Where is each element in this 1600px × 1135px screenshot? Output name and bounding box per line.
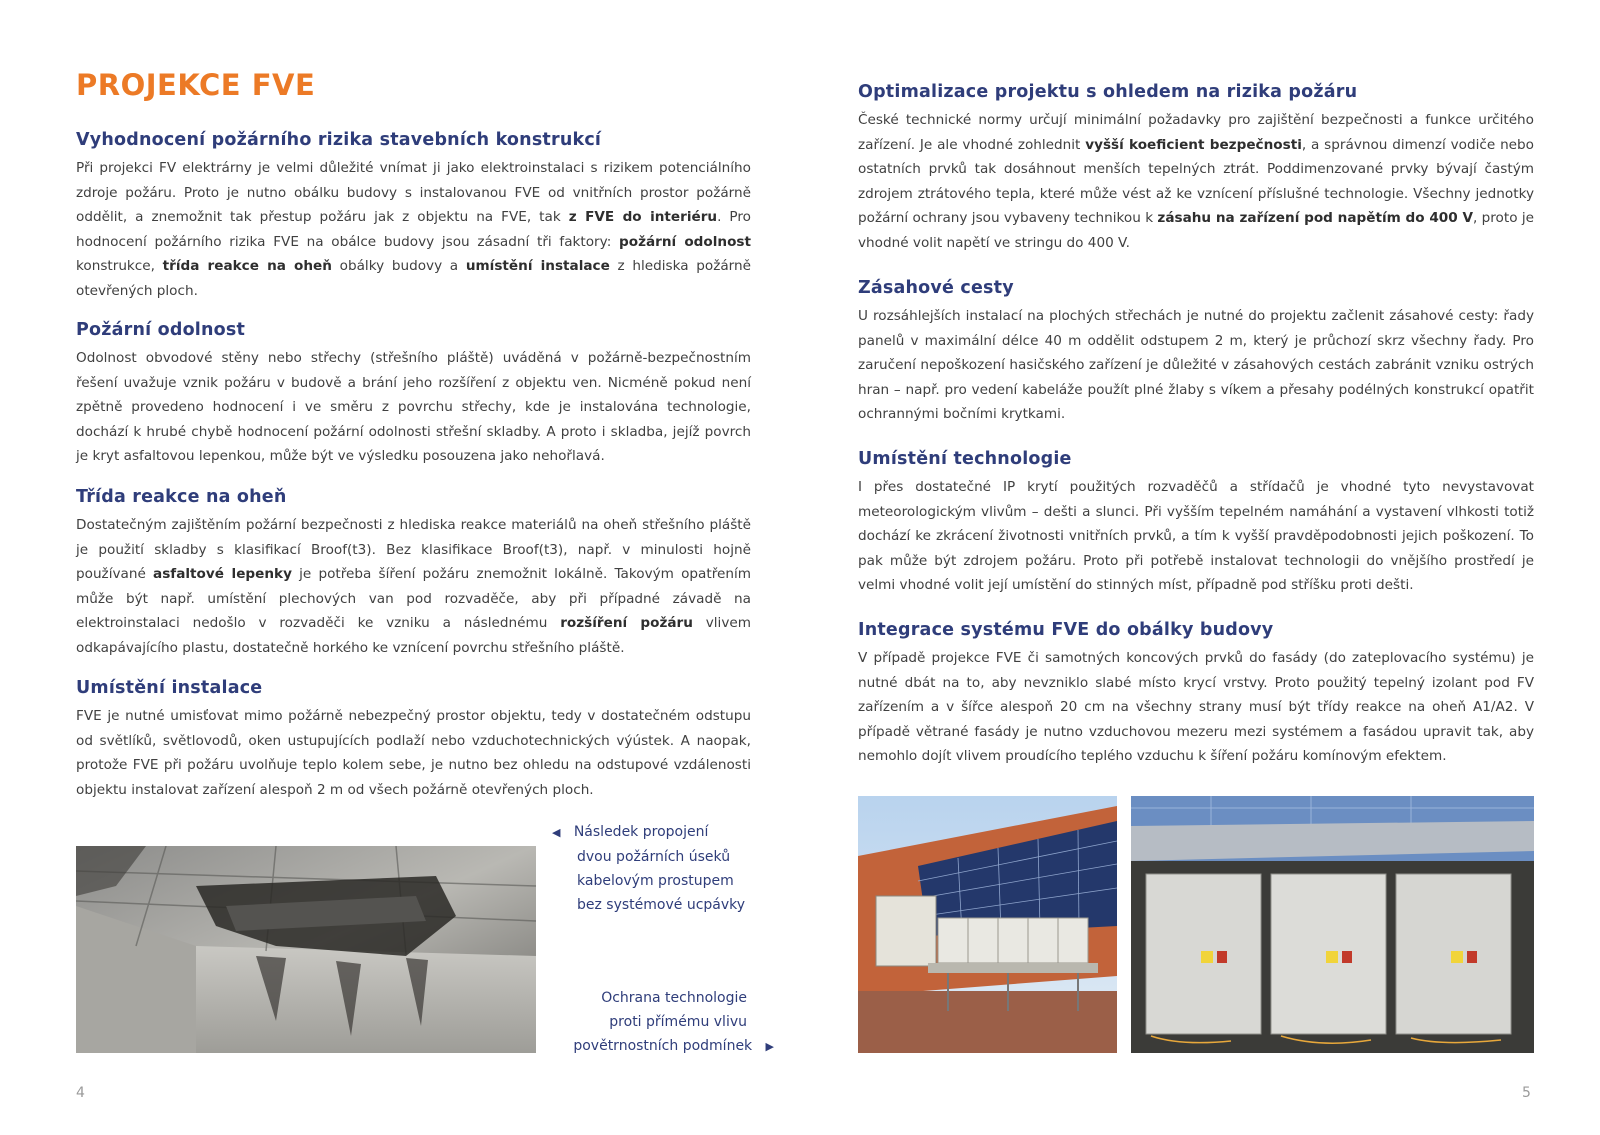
caption-burned-ceiling: [552, 820, 745, 917]
bold-text: požární odolnost: [619, 233, 751, 250]
bold-text: rozšíření požáru: [560, 615, 693, 631]
text-run: je potřeba šíření požáru znemožnit lokálně. Takovým opatřením může být např. umístění plechových van pod rozvaděče, aby při případné závadě na elektroinstalaci nedošlo v rozvaděči ke vzniku a následnému: [76, 566, 751, 631]
section-text: [76, 346, 751, 469]
caption-line: proti přímému vlivu: [609, 1014, 747, 1030]
text-run: U rozsáhlejších instalací na plochých střechách je nutné do projektu začlenit zásahové cesty: řady panelů v maximální délce 40 m oddělit odstupem 2 m, který je průchozí skrz všechny řady. Pro zaručení nepoškození hasičského zařízení je důležité v zásahových cestách zabránit vzniku ostrých hran – např. pro vedení kabeláže použít plné žlaby s víkem a přesahy podélných konstrukcí opatřit ochrannými bočními krytkami.: [858, 308, 1534, 422]
text-run: V případě projekce FVE či samotných koncových prvků do fasády (do zateplovacího systému) je nutné dbát na to, aby nevzniklo slabé místo krycí vrstvy. Proto použitý tepelný izolant pod FV zařízením a v šířce alespoň 20 cm na všechny strany musí být třídy reakce na oheň A1/A2. V případě větrané fasády je nutno vzduchovou mezeru mezi systémem a fasádou upravit tak, aby nemohlo dojít vlivem proudícího teplého vzduchu k šíření požáru komínovým efektem.: [858, 650, 1534, 764]
text-run: FVE je nutné umisťovat mimo požárně nebezpečný prostor objektu, tedy v dostatečném odstupu od světlíků, světlovodů, oken ustupujících podlaží nebo vzduchotechnických výústek. A naopak, protože FVE při požáru uvolňuje teplo kolem sebe, je nutno bez ohledu na odstupové vzdálenosti objektu instalovat zařízení alespoň 2 m od všech požárně otevřených ploch.: [76, 708, 751, 798]
section-heading: Požární odolnost: [76, 320, 246, 340]
page-number-left: 4: [76, 1085, 85, 1101]
text-run: Odolnost obvodové stěny nebo střechy (střešního pláště) uváděná v požárně-bezpečnostním řešení uvažuje vznik požáru v budově a brání jeho rozšíření z objektu ven. Nicméně pokud není zpětně provedeno hodnocení i ve směru z povrchu střechy, kde je instalována technologie, dochází k hrubé chybě hodnocení požární odolnosti střešní skladby. A proto i skladba, jejíž povrch je kryt asfaltovou lepenkou, může být ve výsledku posouzena jako nehořlavá.: [76, 350, 751, 464]
photo-roof-inverters: [858, 796, 1117, 1053]
section-technology-placement: [858, 447, 1534, 598]
section-heading: Třída reakce na oheň: [76, 487, 287, 507]
caption-weather-protection: [560, 986, 774, 1059]
section-heading: Optimalizace projektu s ohledem na rizika požáru: [858, 82, 1358, 102]
text-run: vlivem odkapávajícího plastu, dostatečně horkého ke vznícení povrchu střešního pláště.: [76, 615, 751, 656]
text-run: České technické normy určují minimální požadavky pro zajištění bezpečnosti a funkce určitého zařízení. Je ale vhodné zohlednit: [858, 112, 1534, 153]
section-heading: Integrace systému FVE do obálky budovy: [858, 620, 1274, 640]
bold-text: umístění instalace: [465, 258, 610, 274]
triangle-left-icon: ◀: [552, 826, 561, 839]
text-run: obálky budovy a: [331, 258, 466, 274]
caption-line: Ochrana technologie: [601, 990, 747, 1006]
section-text: [858, 646, 1534, 769]
text-run: z hlediska požárně otevřených ploch.: [76, 258, 751, 299]
section-facade-integration: [858, 618, 1534, 769]
section-heading: Vyhodnocení požárního rizika stavebních konstrukcí: [76, 130, 602, 150]
text-run: I přes dostatečné IP krytí použitých rozvaděčů a střídačů je vhodné tyto nevystavovat meteorologickým vlivům – dešti a slunci. Při vyšším tepelném namáhání a vystavení vlhkosti totiž dochází ke zkrácení životnosti vnitřních prvků, a tím k vyšší pravděpodobnosti jejich poškození. To pak může být zdrojem požáru. Proto při potřebě instalovat technologii do vnějšího prostředí je velmi vhodné volit její umístění do stinných míst, případně pod stříšku proti dešti.: [858, 479, 1534, 593]
caption-line: bez systémové ucpávky: [577, 897, 746, 913]
caption-line: kabelovým prostupem: [577, 873, 734, 889]
section-reaction-class: [76, 485, 751, 660]
section-text: [858, 475, 1534, 598]
section-placement: [76, 676, 751, 802]
text-run: . Pro hodnocení požárního rizika FVE na obálce budovy jsou zásadní tři faktory:: [76, 209, 751, 250]
text-run: , a správnou dimenzí vodiče nebo ostatních prvků tak dosáhnout menších tepelných ztrát. Poddimenzované prvky bývají častým zdrojem ztrátového tepla, které může vést až ke vznícení příslušné technologie. Všechny jednotky požární ochrany jsou vybaveny technikou k: [858, 136, 1534, 226]
section-text: [76, 513, 751, 660]
section-text: [76, 156, 751, 303]
caption-line: dvou požárních úseků: [577, 849, 731, 865]
text-run: , proto je vhodné volit napětí ve stringu do 400 V.: [858, 210, 1534, 251]
section-heading: Umístění instalace: [76, 678, 263, 698]
section-text: [858, 304, 1534, 427]
section-optimization: [858, 80, 1534, 255]
bold-text: třída reakce na oheň: [162, 258, 332, 274]
section-text: [858, 108, 1534, 255]
section-heading: Umístění technologie: [858, 449, 1072, 469]
bold-text: asfaltové lepenky: [153, 566, 292, 582]
section-text: [76, 704, 751, 802]
photo-enclosures: [1131, 796, 1534, 1053]
text-run: Při projekci FV elektrárny je velmi důležité vnímat ji jako elektroinstalaci s rizikem potenciálního zdroje požáru. Proto je nutno obálku budovy s instalovanou FVE od vnitřních prostor požárně oddělit, a znemožnit tak přestup požáru jak z objektu na FVE, tak: [76, 160, 751, 225]
bold-text: zásahu na zařízení pod napětím do 400 V: [1157, 210, 1473, 226]
photo-burned-ceiling: [76, 846, 536, 1053]
section-fire-resistance: [76, 318, 751, 469]
bold-text: z FVE do interiéru: [568, 209, 718, 225]
caption-line: povětrnostních podmínek: [573, 1038, 753, 1054]
text-run: konstrukce,: [76, 258, 163, 274]
caption-line: Následek propojení: [573, 824, 709, 840]
bold-text: vyšší koeficient bezpečnosti: [1085, 136, 1302, 153]
page-title: PROJEKCE FVE: [76, 68, 316, 102]
triangle-right-icon: ▶: [765, 1040, 774, 1053]
section-access-routes: [858, 276, 1534, 427]
section-heading: Zásahové cesty: [858, 278, 1014, 298]
text-run: Dostatečným zajištěním požární bezpečnosti z hlediska reakce materiálů na oheň střešního pláště je použití skladby s klasifikací Broof(t3). Bez klasifikace Broof(t3), např. v minulosti hojně používané: [76, 517, 751, 582]
section-fire-risk: [76, 128, 751, 303]
page-number-right: 5: [1522, 1085, 1531, 1101]
